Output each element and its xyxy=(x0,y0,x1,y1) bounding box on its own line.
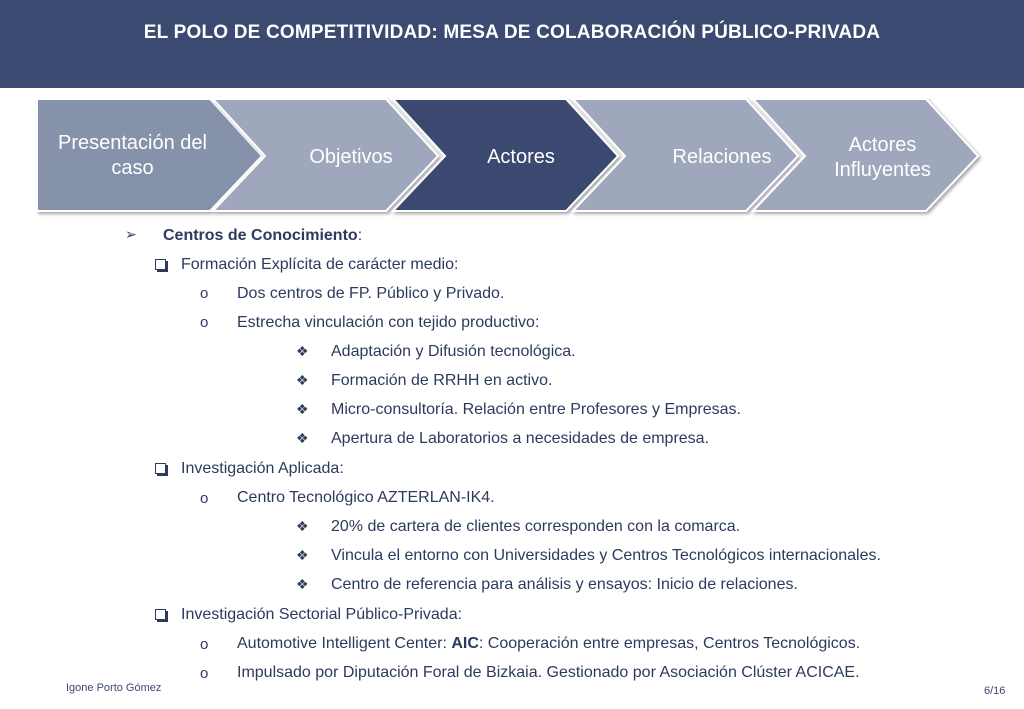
list-subitem: Formación de RRHH en activo. xyxy=(331,372,553,389)
section-heading: Centros de Conocimiento: xyxy=(163,227,363,244)
page-number: 6/16 xyxy=(984,685,1006,697)
subsection-title: Investigación Aplicada: xyxy=(181,460,344,477)
checkbox-bullet-icon xyxy=(155,609,166,620)
list-subitem: Adaptación y Difusión tecnológica. xyxy=(331,343,576,360)
circle-bullet-icon: o xyxy=(200,490,209,507)
list-subitem: Centro de referencia para análisis y ensayos: Inicio de relaciones. xyxy=(331,576,798,593)
step-label-presentacion: Presentación del caso xyxy=(58,132,207,179)
list-item: Dos centros de FP. Público y Privado. xyxy=(237,285,505,302)
list-item: Automotive Intelligent Center: AIC: Cooperación entre empresas, Centros Tecnológicos. xyxy=(237,635,861,652)
checkbox-bullet-icon xyxy=(155,463,166,474)
list-subitem: Vincula el entorno con Universidades y Centros Tecnológicos internacionales. xyxy=(331,547,881,564)
step-label-actores-influyentes: Actores Influyentes xyxy=(834,134,931,181)
list-item: Centro Tecnológico AZTERLAN-IK4. xyxy=(237,489,495,506)
step-label-actores: Actores xyxy=(487,146,555,168)
list-item: Estrecha vinculación con tejido productivo: xyxy=(237,314,540,331)
list-subitem: 20% de cartera de clientes corresponden con la comarca. xyxy=(331,518,741,535)
step-label-relaciones: Relaciones xyxy=(672,146,772,168)
circle-bullet-icon: o xyxy=(200,665,209,682)
arrow-bullet-icon: ➢ xyxy=(125,226,137,242)
diamond-bullet-icon: ❖ xyxy=(296,372,309,388)
diamond-bullet-icon: ❖ xyxy=(296,547,309,563)
list-item: Impulsado por Diputación Foral de Bizkaia. Gestionado por Asociación Clúster ACICAE. xyxy=(237,664,860,681)
subsection-title: Formación Explícita de carácter medio: xyxy=(181,256,459,273)
diamond-bullet-icon: ❖ xyxy=(296,518,309,534)
diamond-bullet-icon: ❖ xyxy=(296,401,309,417)
list-subitem: Apertura de Laboratorios a necesidades de empresa. xyxy=(331,430,710,447)
circle-bullet-icon: o xyxy=(200,285,209,302)
diamond-bullet-icon: ❖ xyxy=(296,430,309,446)
list-subitem: Micro-consultoría. Relación entre Profesores y Empresas. xyxy=(331,401,741,418)
footer-author: Igone Porto Gómez xyxy=(66,682,162,694)
circle-bullet-icon: o xyxy=(200,636,209,653)
checkbox-bullet-icon xyxy=(155,259,166,270)
circle-bullet-icon: o xyxy=(200,314,209,331)
diamond-bullet-icon: ❖ xyxy=(296,576,309,592)
step-label-objetivos: Objetivos xyxy=(309,146,393,168)
subsection-title: Investigación Sectorial Público-Privada: xyxy=(181,606,463,623)
page-title: EL POLO DE COMPETITIVIDAD: MESA DE COLABORACIÓN PÚBLICO-PRIVADA xyxy=(143,22,881,43)
diamond-bullet-icon: ❖ xyxy=(296,343,309,359)
